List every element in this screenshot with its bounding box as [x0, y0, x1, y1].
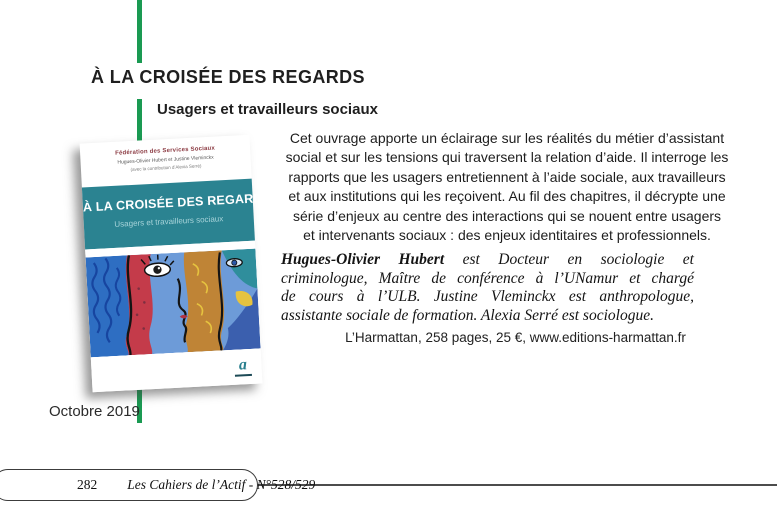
- date-label: Octobre 2019: [49, 403, 140, 420]
- cover-contribution: (avec la contribution d’Alexia Serré): [130, 163, 202, 172]
- book-cover: [80, 135, 272, 393]
- author-note-line: de cours à l’ULB. Justine Vleminckx est anthropologue,: [281, 288, 694, 306]
- author-name-bold: Hugues-Olivier Hubert: [281, 251, 445, 268]
- cover-bottom-band: [91, 348, 263, 392]
- author-note-line: [281, 251, 694, 270]
- cover-publisher-name: Fédération des Services Sociaux: [115, 145, 216, 157]
- review-line: et aux institutions qui les reçoivent. Au fil des chapitres, il décrypte une: [288, 188, 726, 205]
- review-text: [246, 129, 768, 245]
- review-line: série d’enjeux au centre des interactions qui se nouent entre usagers: [292, 207, 722, 224]
- publisher-info: L’Harmattan, 258 pages, 25 €, www.editions-harmattan.fr: [345, 330, 686, 345]
- publisher-logo-letter: a: [238, 355, 248, 374]
- author-note: [281, 251, 694, 325]
- footer-journal-title: Les Cahiers de l’Actif - N°528/529: [127, 477, 316, 492]
- book-heading: Usagers et travailleurs sociaux: [157, 101, 378, 118]
- review-line: rapports que les usagers entretiennent à l’aide sociale, aux travailleurs: [288, 168, 726, 185]
- footer-page-number: 282: [77, 477, 98, 492]
- review-line: social et sur les tensions qui traversent la relation d’aide. Il interroge les: [285, 149, 729, 166]
- cover-illustration: [86, 249, 261, 358]
- publisher-logo-bar: [235, 373, 252, 376]
- section-title: À LA CROISÉE DES REGARDS: [91, 67, 365, 87]
- green-accent-bar-top: [137, 0, 142, 63]
- footer-rule: [252, 484, 777, 486]
- author-note-line: criminologue, Maître de conférence à l’UNamur et chargé: [281, 269, 694, 287]
- author-note-text: est Docteur en sociologie et: [444, 251, 694, 268]
- cover-authors: Hugues-Olivier Hubert et Justine Vleminckx: [117, 154, 214, 166]
- footer-pill: [0, 469, 316, 501]
- cover-title-band: [82, 179, 272, 250]
- publisher-logo: [234, 356, 252, 376]
- cover-title: À LA CROISÉE DES REGARDS: [82, 190, 272, 215]
- review-line: Cet ouvrage apporte un éclairage sur les réalités du métier d’assistant: [289, 130, 725, 146]
- author-note-line: assistante sociale de formation. Alexia Serré est sociologue.: [281, 306, 654, 324]
- cover-subtitle: Usagers et travailleurs sociaux: [114, 214, 224, 229]
- review-line: et intervenants sociaux : des enjeux identitaires et professionnels.: [303, 227, 711, 244]
